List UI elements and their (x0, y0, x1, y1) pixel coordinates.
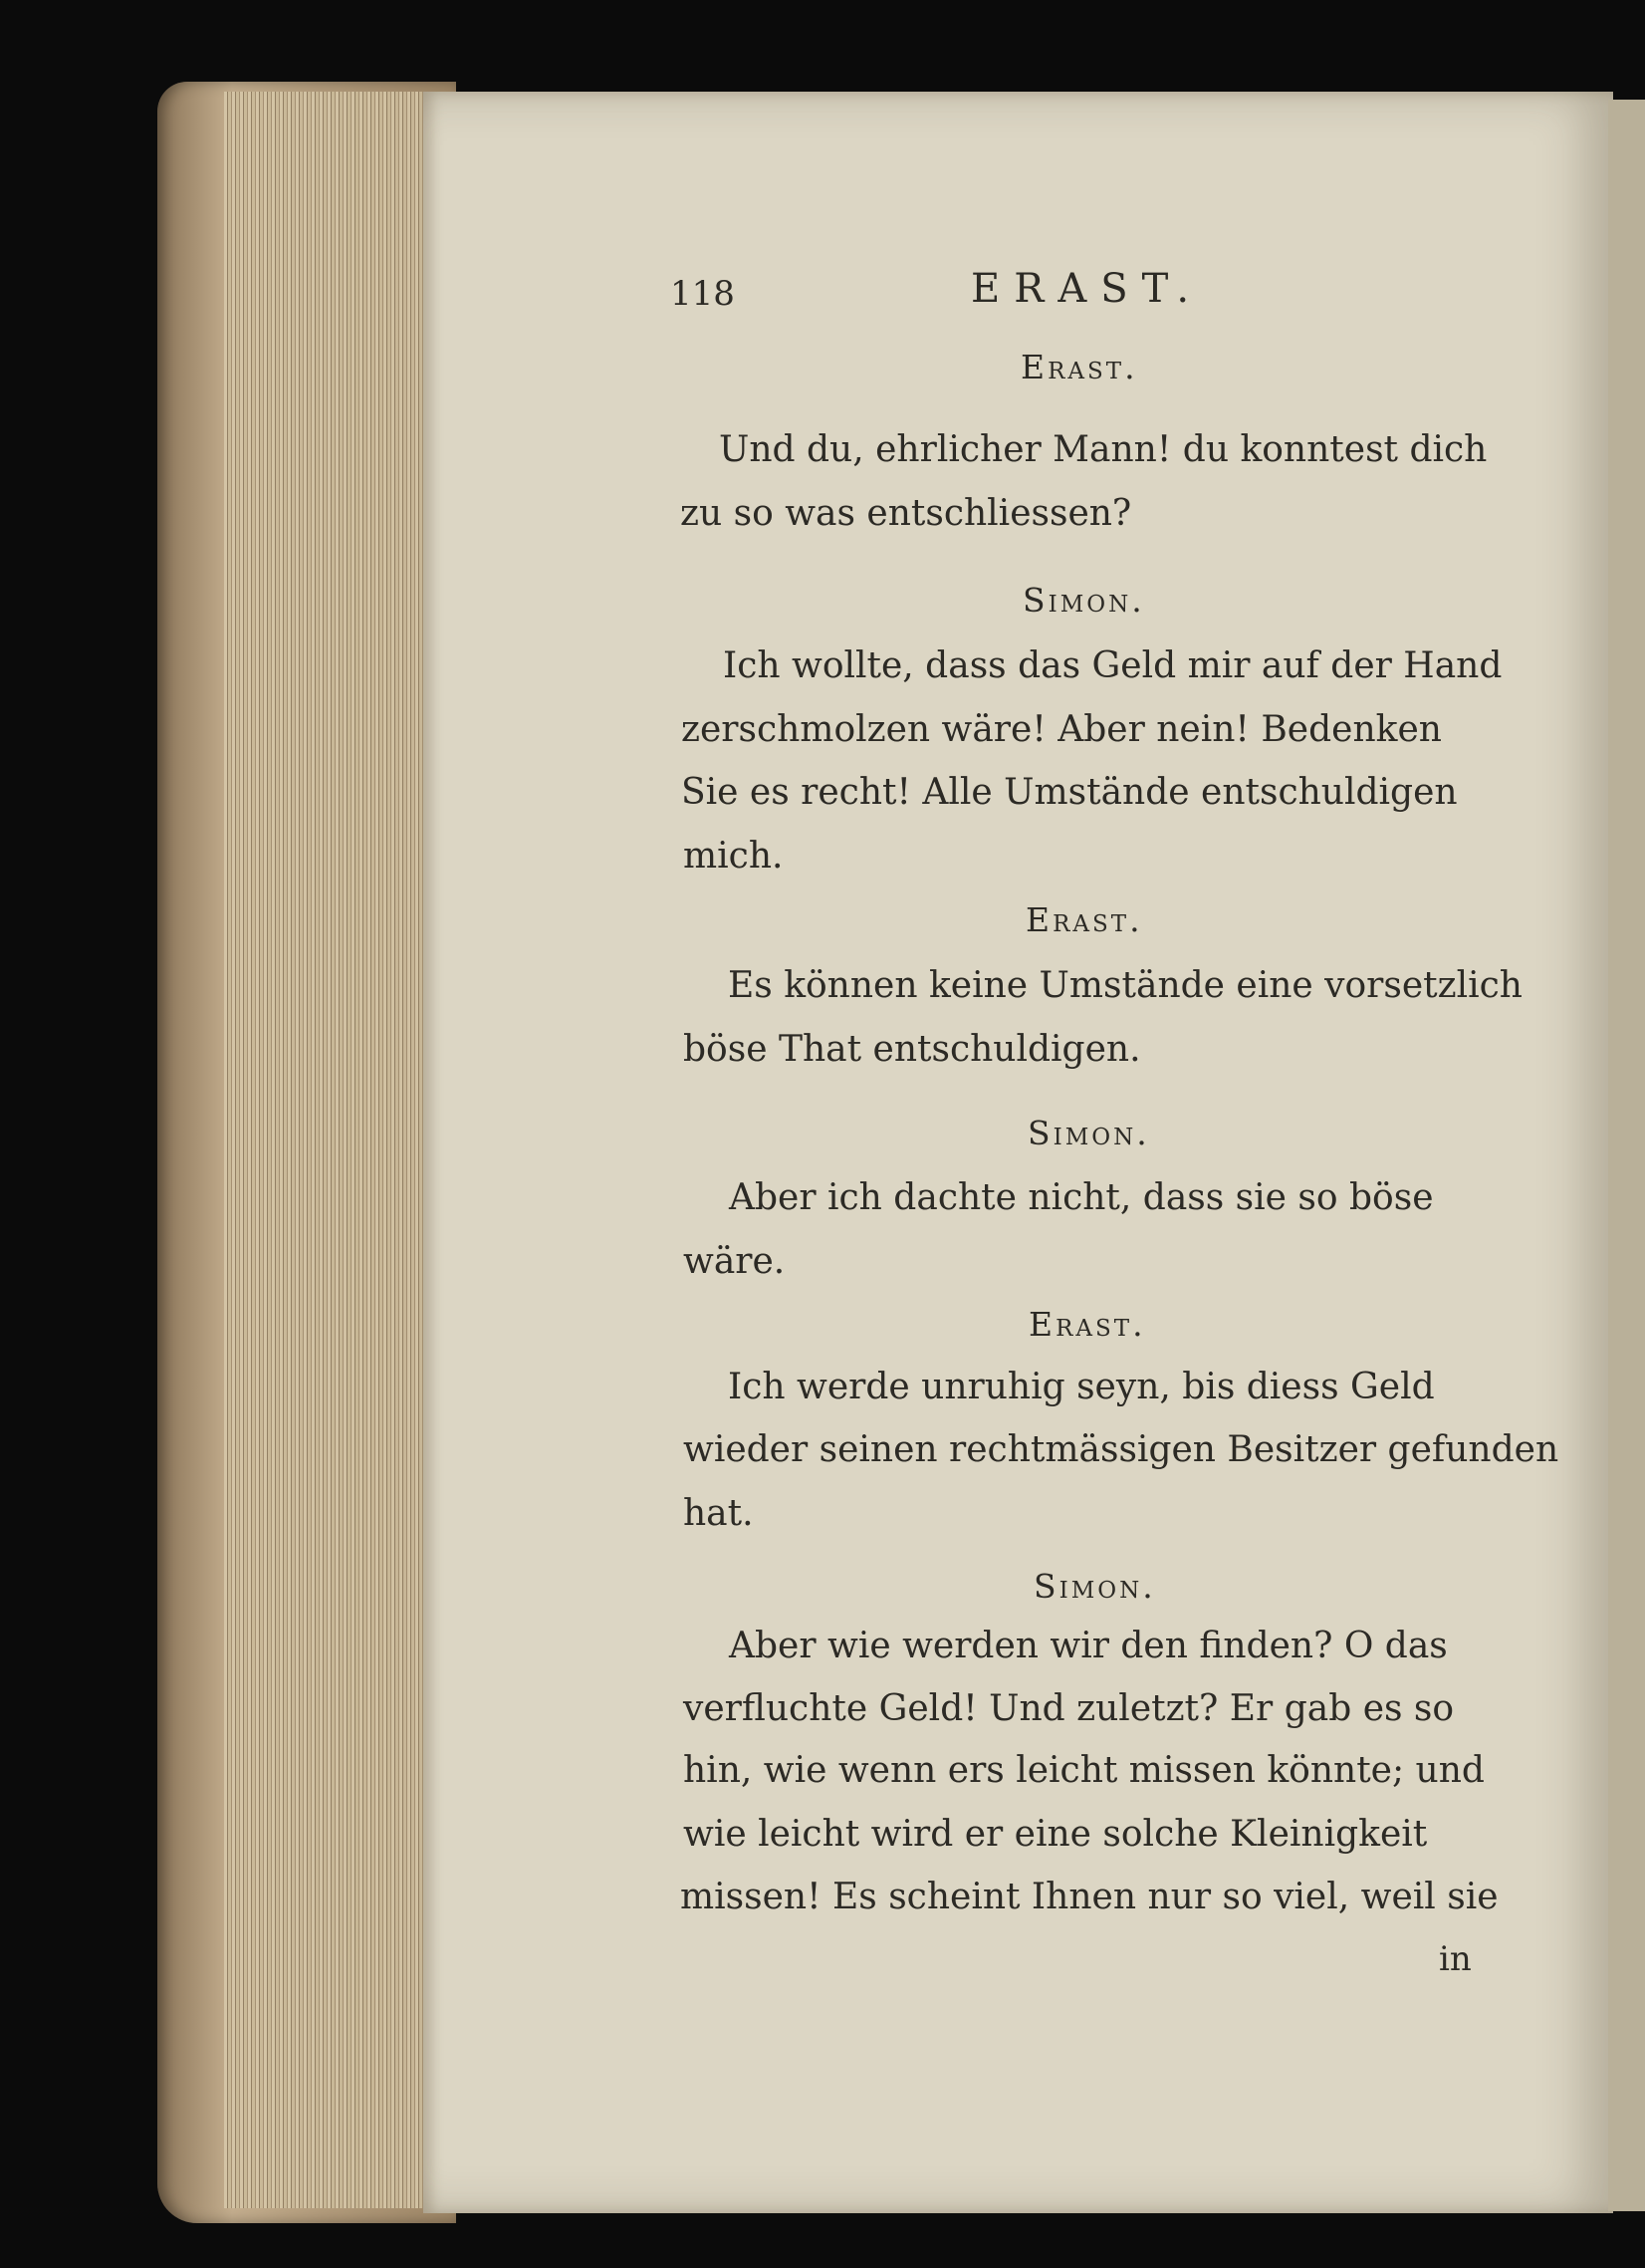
speaker-label: Erast. (1029, 1305, 1146, 1344)
speaker-label: Simon. (1023, 581, 1145, 620)
dialogue-line: Es können keine Umstände eine vorsetzlich (728, 965, 1523, 1006)
dialogue-line: Sie es recht! Alle Umstände entschuldigen (681, 772, 1458, 813)
facing-page-edge (1608, 100, 1645, 2211)
dialogue-line: zu so was entschliessen? (680, 493, 1132, 534)
dialogue-line: Ich werde unruhig seyn, bis diess Geld (728, 1367, 1435, 1407)
dialogue-line: böse That entschuldigen. (683, 1029, 1141, 1070)
page-number: 118 (670, 274, 735, 314)
dialogue-line: hat. (683, 1493, 754, 1534)
speaker-label: Simon. (1028, 1114, 1150, 1152)
dialogue-line: Aber ich dachte nicht, dass sie so böse (729, 1177, 1434, 1218)
page-stack (224, 92, 433, 2208)
speaker-label: Simon. (1034, 1567, 1156, 1606)
dialogue-line: Und du, ehrlicher Mann! du konntest dich (719, 429, 1488, 470)
dialogue-line: zerschmolzen wäre! Aber nein! Bedenken (681, 709, 1442, 750)
dialogue-line: mich. (683, 836, 784, 877)
running-title: ERAST. (971, 266, 1204, 312)
catchword: in (1439, 1939, 1472, 1979)
dialogue-line: verfluchte Geld! Und zuletzt? Er gab es so (683, 1688, 1455, 1729)
speaker-label: Erast. (1026, 900, 1143, 939)
dialogue-line: wäre. (683, 1241, 786, 1282)
dialogue-line: wieder seinen rechtmässigen Besitzer gefunden (683, 1429, 1559, 1470)
dialogue-line: Aber wie werden wir den finden? O das (729, 1626, 1448, 1666)
dialogue-line: missen! Es scheint Ihnen nur so viel, weil sie (680, 1877, 1499, 1917)
dialogue-line: Ich wollte, dass das Geld mir auf der Hand (723, 645, 1503, 686)
dialogue-line: wie leicht wird er eine solche Kleinigkeit (683, 1814, 1428, 1855)
dialogue-line: hin, wie wenn ers leicht missen könnte; und (683, 1750, 1485, 1791)
speaker-label: Erast. (1021, 348, 1138, 386)
